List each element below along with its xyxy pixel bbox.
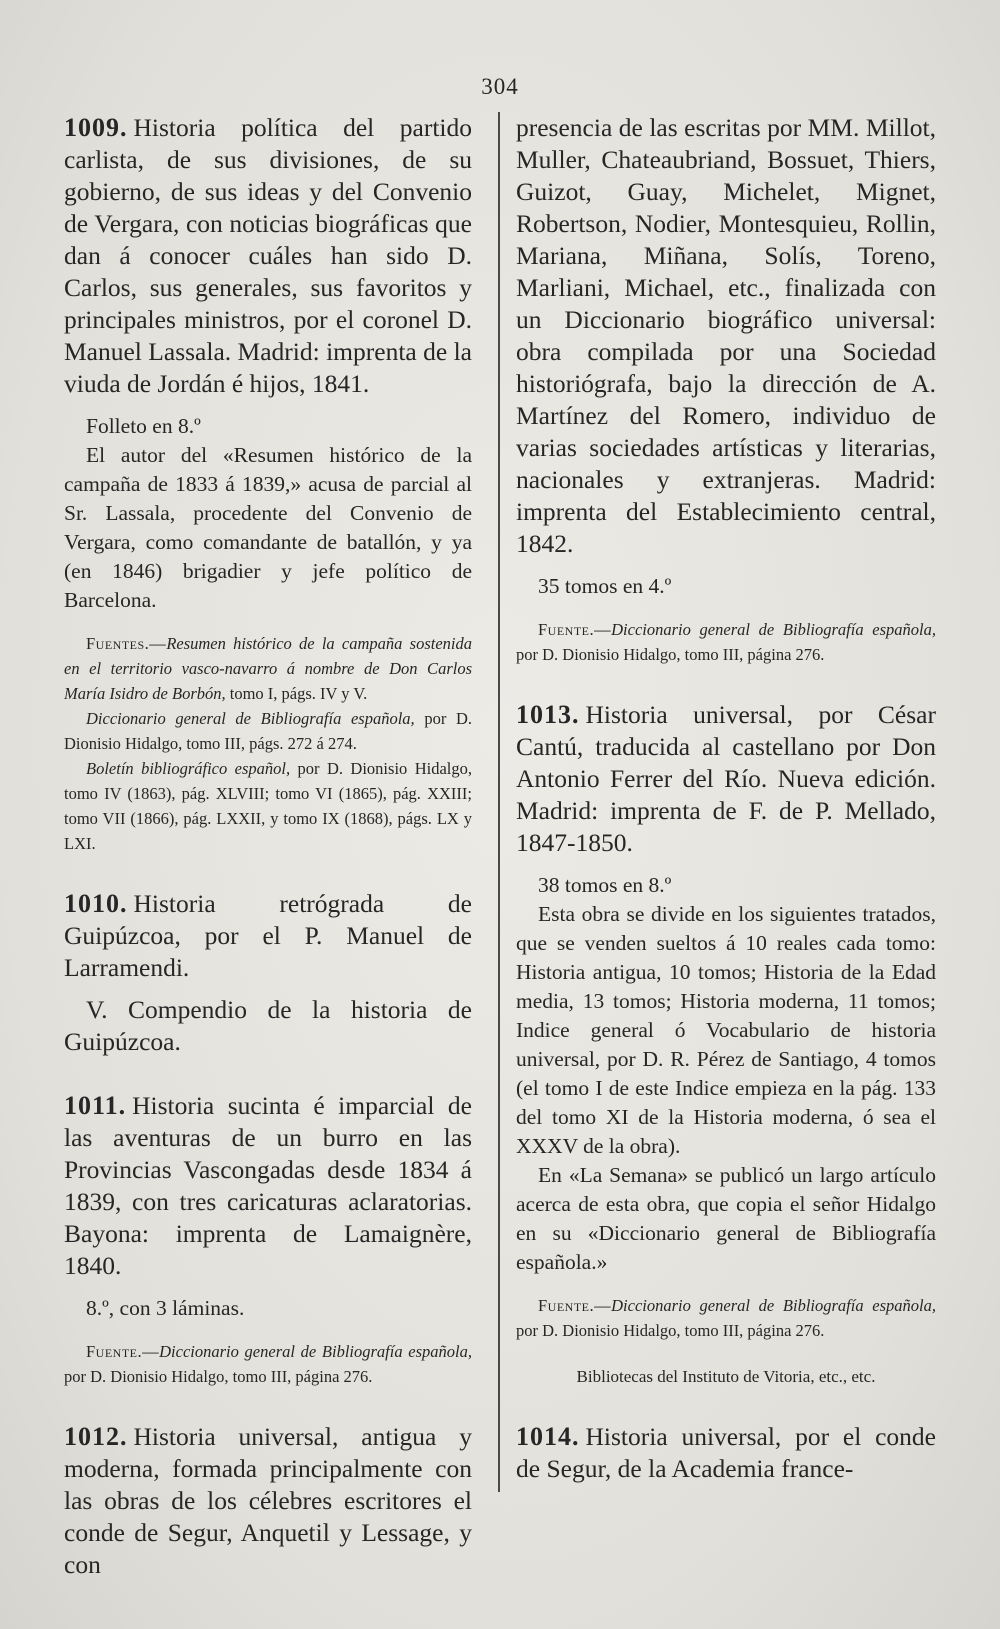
entry-1011 bbox=[64, 1090, 472, 1389]
entry-number: 1009. bbox=[64, 113, 128, 142]
entry-title: Historia política del partido carlista, de sus divisiones, de su gobierno, de sus ideas y del Convenio de Vergara, con noticias biográficas que dan á conocer cuáles han sido D. Carlos, sus generales, sus favoritos y principales ministros, por el coronel D. Manuel Lassala. Madrid: imprenta de la viuda de Jordán é hijos, 1841. bbox=[64, 113, 472, 398]
entry-1013 bbox=[516, 699, 936, 1389]
entry-sources bbox=[64, 631, 472, 706]
source-detail: por D. Dionisio Hidalgo, tomo IV (1863), pág. XLVIII; tomo VI (1865), pág. XXIII; tomo VII (1866), pág. LXXII, y tomo IX (1868), págs. LX y LXI. bbox=[64, 759, 472, 853]
entry-1012-continued bbox=[516, 112, 936, 667]
source-detail: por D. Dionisio Hidalgo, tomo III, página 276. bbox=[516, 1321, 825, 1340]
column-divider bbox=[498, 112, 500, 1492]
entry-1014 bbox=[516, 1421, 936, 1485]
entry-heading bbox=[64, 1421, 472, 1581]
entry-title: Historia universal, por César Cantú, traducida al castellano por Don Antonio Ferrer del Río. Nueva edición. Madrid: imprenta de F. de P. Mellado, 1847-1850. bbox=[516, 700, 936, 857]
source-detail: por D. Dionisio Hidalgo, tomo III, págs. 272 á 274. bbox=[64, 709, 472, 753]
entry-1012 bbox=[64, 1421, 472, 1581]
entry-1010 bbox=[64, 888, 472, 1058]
entry-sources bbox=[64, 1339, 472, 1389]
source-title: Boletín bibliográfico español, bbox=[86, 759, 291, 778]
entry-format: 38 tomos en 8.º bbox=[538, 873, 672, 897]
entry-number: 1010. bbox=[64, 889, 128, 918]
source-title: Diccionario general de Bibliografía española, bbox=[611, 620, 936, 639]
entry-title: Historia universal, antigua y moderna, formada principalmente con las obras de los célebres escritores el conde de Segur, Anquetil y Lessage, y con bbox=[64, 1422, 472, 1579]
entry-heading bbox=[64, 1090, 472, 1282]
left-column bbox=[64, 112, 472, 1613]
entry-title: Historia retrógrada de Guipúzcoa, por el P. Manuel de Larramendi. bbox=[64, 889, 472, 982]
source-detail: tomo I, págs. IV y V. bbox=[225, 684, 368, 703]
entry-title: Historia sucinta é imparcial de las aventuras de un burro en las Provincias Vascongadas desde 1834 á 1839, con tres caricaturas aclaratorias. Bayona: imprenta de Lamaignère, 1840. bbox=[64, 1091, 472, 1280]
source-detail: por D. Dionisio Hidalgo, tomo III, página 276. bbox=[516, 645, 825, 664]
entry-title-continued: presencia de las escritas por MM. Millot, Muller, Chateaubriand, Bossuet, Thiers, Guizot, Guay, Michelet, Mignet, Robertson, Nodier, Montesquieu, Rollin, Mariana, Miñana, Solís, Toreno, Marliani, Michael, etc., finalizada con un Diccionario biográfico universal: obra compilada por una Sociedad historiógrafa, bajo la dirección de A. Martínez del Romero, individuo de varias sociedades artísticas y literarias, nacionales y extranjeras. Madrid: imprenta del Establecimiento central, 1842. bbox=[516, 113, 936, 558]
source-label: Fuente.— bbox=[538, 1296, 612, 1315]
entry-sources bbox=[516, 1293, 936, 1343]
entry-number: 1011. bbox=[64, 1091, 127, 1120]
entry-number: 1012. bbox=[64, 1422, 128, 1451]
entry-number: 1013. bbox=[516, 700, 580, 729]
entry-note: V. Compendio de la historia de Guipúzcoa. bbox=[64, 995, 472, 1056]
entry-note: El autor del «Resumen histórico de la campaña de 1833 á 1839,» acusa de parcial al Sr. Lassala, procedente del Convenio de Vergara, como comandante de batallón, y ya (en 1846) brigadier y jefe político de Barcelona. bbox=[64, 443, 472, 612]
source-detail: por D. Dionisio Hidalgo, tomo III, página 276. bbox=[64, 1367, 373, 1386]
source-title: Diccionario general de Bibliografía española, bbox=[159, 1342, 472, 1361]
source-title: Diccionario general de Bibliografía española, bbox=[611, 1296, 936, 1315]
entry-note-2: En «La Semana» se publicó un largo artículo acerca de esta obra, que copia el señor Hidalgo en su «Diccionario general de Bibliografía española.» bbox=[516, 1163, 936, 1274]
entry-source-2 bbox=[64, 706, 472, 756]
page-number: 304 bbox=[481, 74, 519, 99]
source-label: Fuentes.— bbox=[86, 634, 167, 653]
entry-number: 1014. bbox=[516, 1422, 580, 1451]
entry-format: 8.º, con 3 láminas. bbox=[86, 1296, 245, 1320]
entry-format: 35 tomos en 4.º bbox=[538, 574, 672, 598]
source-label: Fuente.— bbox=[538, 620, 612, 639]
entry-heading bbox=[516, 1421, 936, 1485]
source-title: Diccionario general de Bibliografía española, bbox=[86, 709, 415, 728]
entry-heading bbox=[516, 699, 936, 859]
entry-note: Esta obra se divide en los siguientes tratados, que se venden sueltos á 10 reales cada tomo: Historia antigua, 10 tomos; Historia de la Edad media, 13 tomos; Historia moderna, 11 tomos; Indice general ó Vocabulario de historia universal, por D. R. Pérez de Santiago, 4 tomos (el tomo I de este Indice empieza en la pág. 133 del tomo XI de la Historia moderna, ó sea el XXXV de la obra). bbox=[516, 902, 936, 1158]
libraries-note: Bibliotecas del Instituto de Vitoria, etc., etc. bbox=[576, 1367, 876, 1386]
right-column bbox=[516, 112, 936, 1517]
entry-heading bbox=[64, 888, 472, 984]
source-title: Resumen histórico de la campaña sostenida en el territorio vasco-navarro á nombre de Don Carlos María Isidro de Borbón, bbox=[64, 634, 472, 703]
entry-sources bbox=[516, 617, 936, 667]
entry-1009 bbox=[64, 112, 472, 856]
entry-source-3 bbox=[64, 756, 472, 856]
entry-heading bbox=[64, 112, 472, 400]
entry-format: Folleto en 8.º bbox=[86, 414, 201, 438]
source-label: Fuente.— bbox=[86, 1342, 160, 1361]
entry-title: Historia universal, por el conde de Segur, de la Academia france- bbox=[516, 1422, 936, 1483]
